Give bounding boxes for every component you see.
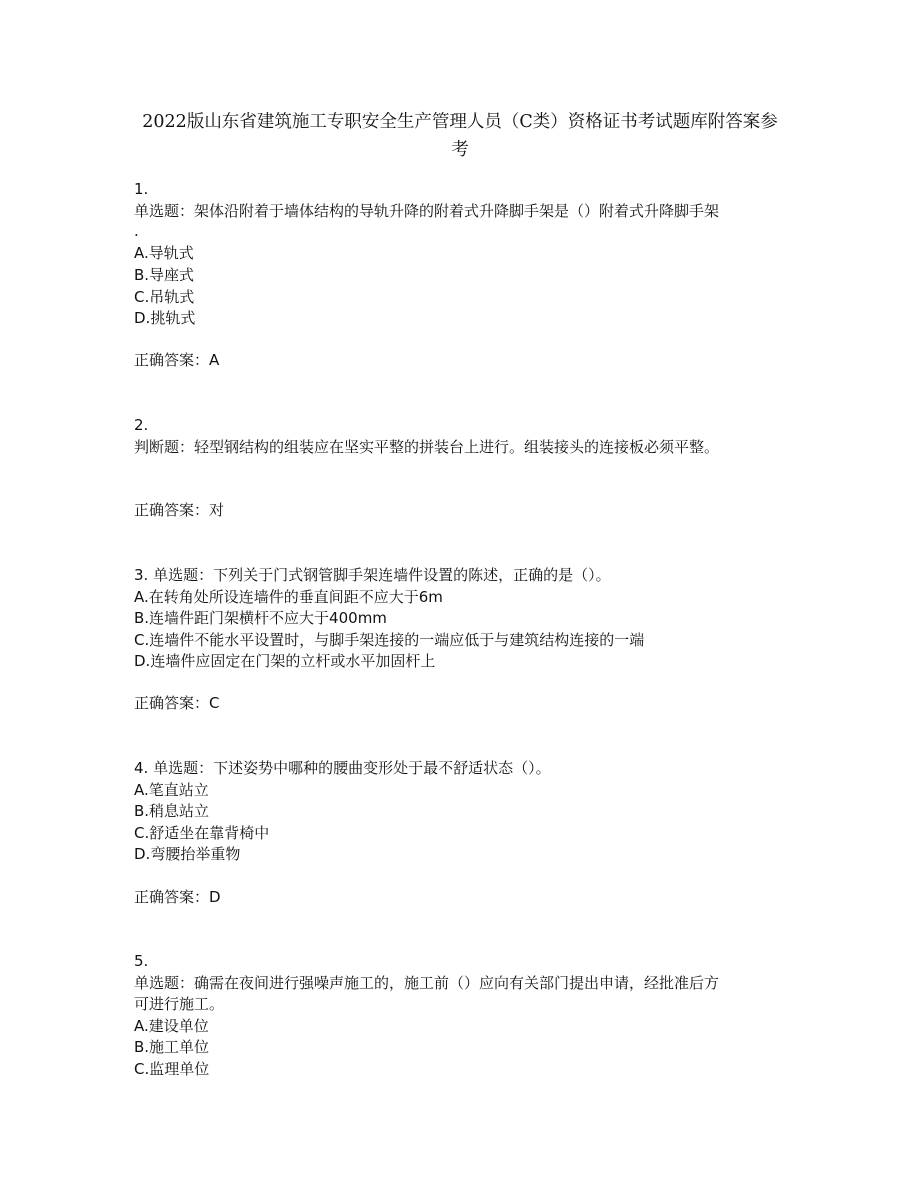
option-d: D.连墙件应固定在门架的立杆或水平加固杆上 [134,652,436,670]
correct-answer: 正确答案：C [134,694,220,712]
question-stem-continued: . [134,222,139,240]
correct-answer: 正确答案：D [134,888,221,906]
option-d: D.弯腰抬举重物 [134,845,241,863]
option-c: C.吊轨式 [134,288,195,306]
option-c: C.连墙件不能水平设置时，与脚手架连接的一端应低于与建筑结构连接的一端 [134,631,645,649]
document-title [120,108,800,164]
question-stem: 3. 单选题：下列关于门式钢管脚手架连墙件设置的陈述，正确的是（）。 [134,566,611,584]
option-b: B.施工单位 [134,1038,210,1056]
option-c: C.舒适坐在靠背椅中 [134,824,270,842]
option-b: B.导座式 [134,266,195,284]
title-line-2: 考 [451,140,469,160]
option-a: A.笔直站立 [134,781,209,799]
option-a: A.导轨式 [134,244,194,262]
question-number: 5. [134,952,149,970]
correct-answer: 正确答案：A [134,351,220,369]
option-a: A.在转角处所设连墙件的垂直间距不应大于6m [134,588,443,606]
question-number: 1. [134,180,149,198]
title-line-1: 2022版山东省建筑施工专职安全生产管理人员（C类）资格证书考试题库附答案参 [142,112,778,132]
question-stem: 判断题：轻型钢结构的组装应在坚实平整的拼装台上进行。组装接头的连接板必须平整。 [134,438,720,456]
question-stem: 4. 单选题：下述姿势中哪种的腰曲变形处于最不舒适状态（）。 [134,759,551,777]
correct-answer: 正确答案：对 [134,501,225,519]
option-b: B.稍息站立 [134,802,210,820]
option-a: A.建设单位 [134,1017,209,1035]
question-number: 2. [134,416,149,434]
option-b: B.连墙件距门架横杆不应大于400mm [134,609,387,627]
question-stem: 单选题：架体沿附着于墙体结构的导轨升降的附着式升降脚手架是（）附着式升降脚手架 [134,202,720,220]
option-d: D.挑轨式 [134,309,196,327]
question-stem-continued: 可进行施工。 [134,995,225,1013]
option-c: C.监理单位 [134,1060,210,1078]
question-stem: 单选题：确需在夜间进行强噪声施工的，施工前（）应向有关部门提出申请，经批准后方 [134,974,720,992]
